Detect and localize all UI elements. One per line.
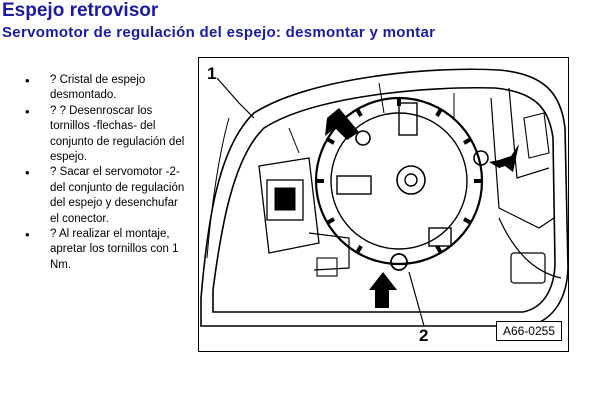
list-item [10,165,188,227]
page-subtitle: Servomotor de regulación del espejo: desmontar y montar [2,24,436,41]
bullet: • [25,103,30,119]
list-item [10,227,188,273]
instruction-list [10,73,188,273]
bullet: • [25,165,30,181]
step-text: ? Sacar el servomotor -2- del conjunto de regulación del espejo y desenchufar el conector. [50,166,185,225]
list-item [10,73,188,104]
figure-reference: A66-0255 [496,321,562,341]
callout-1: 1 [207,64,217,83]
step-text: ? Cristal de espejo desmontado. [50,74,146,102]
mirror-illustration [199,58,569,352]
step-text: ? ? Desenroscar los tornillos -flechas- del conjunto de regulación del espejo. [50,104,185,164]
bullet: • [25,227,30,243]
mirror-diagram [198,57,569,352]
screw-icon [356,131,370,145]
arrow-icon [369,272,397,308]
page-title: Espejo retrovisor [2,0,159,21]
bullet: • [25,73,30,88]
servomotor-hub [397,166,425,194]
callout-2: 2 [419,326,429,345]
list-item [10,104,188,166]
screw-icon [391,254,407,270]
step-text: ? Al realizar el montaje, apretar los tornillos con 1 Nm. [50,228,179,271]
